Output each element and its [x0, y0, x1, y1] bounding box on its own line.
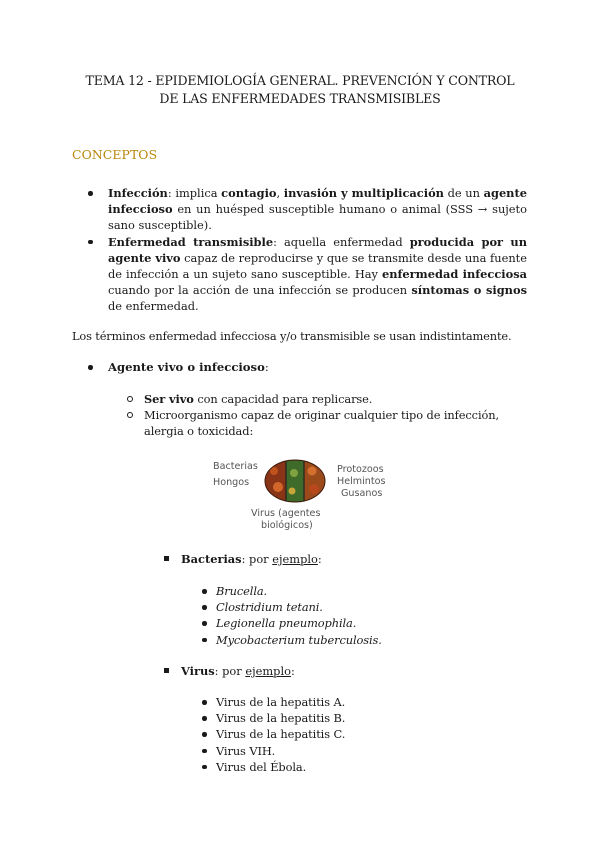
text-fragment: de enfermedad. [108, 299, 199, 314]
bullet-icon [202, 700, 207, 705]
biological-agents-diagram [205, 455, 405, 535]
bullet-icon [202, 749, 207, 754]
text-fragment: de un [443, 186, 484, 200]
diagram-label-hongos: Hongos [213, 477, 250, 488]
agente-sublist [144, 391, 524, 439]
text-fragment: capaz de reproducirse y que se transmite desde una fuente de infección a un sujeto sano susceptible. Hay [108, 250, 527, 282]
agente-heading-label: Agente vivo o infeccioso [108, 360, 265, 374]
circle-bullet-icon [127, 396, 133, 402]
bold-fragment: contagio [221, 186, 277, 200]
list-item [216, 743, 516, 759]
list-item-text: Virus de la hepatitis A. [216, 695, 346, 709]
bullet-icon [202, 589, 207, 594]
list-item-text: Virus del Ébola. [216, 759, 307, 774]
microorganisms-icon [264, 459, 326, 503]
definition-infeccion [108, 185, 527, 234]
list-item [216, 599, 516, 615]
diagram-label-gusanos: Gusanos [341, 488, 383, 499]
bacterias-heading [181, 551, 322, 567]
list-item [216, 726, 516, 742]
section-heading: CONCEPTOS [72, 147, 158, 162]
bullet-icon [202, 638, 207, 643]
text-fragment: , [276, 186, 284, 200]
list-item-text: Brucella. [216, 584, 268, 598]
virus-label: Virus [181, 664, 215, 678]
definitions-list [108, 185, 527, 315]
agente-item-microorganismo [144, 407, 524, 439]
list-item [216, 583, 516, 599]
text-fragment: : [290, 664, 295, 678]
virus-heading [181, 663, 295, 679]
document-title [60, 72, 540, 108]
list-item-text: Clostridium tetani. [216, 600, 323, 615]
bold-fragment: síntomas o signos [411, 283, 527, 298]
text-fragment: : por [241, 552, 273, 566]
bold-fragment: producida por un agente vivo [108, 234, 527, 265]
agente-item-ser-vivo [144, 391, 524, 407]
square-bullet-icon [164, 668, 169, 673]
text-fragment: : [317, 552, 322, 566]
text-fragment: : [264, 360, 269, 374]
diagram-label-bacterias: Bacterias [213, 461, 258, 472]
list-item-text: Virus de la hepatitis C. [216, 727, 346, 742]
bold-fragment: invasión y multiplicación [283, 186, 444, 200]
title-line-2: DE LAS ENFERMEDADES TRANSMISIBLES [159, 91, 441, 106]
list-item [216, 759, 516, 775]
terms-paragraph: Los términos enfermedad infecciosa y/o transmisible se usan indistintamente. [72, 329, 512, 343]
diagram-label-virus: Virus (agentes [251, 508, 321, 519]
bullet-icon [88, 240, 93, 245]
diagram-label-biologicos: biológicos) [261, 520, 313, 531]
text-fragment: en un huésped susceptible humano o animal (SSS → sujeto sano susceptible). [108, 202, 527, 233]
square-bullet-icon [164, 556, 169, 561]
text-fragment: con capacidad para replicarse. [193, 392, 373, 406]
definition-transmisible [108, 234, 527, 315]
list-item-text: Virus VIH. [216, 743, 276, 758]
list-item-text: Virus de la hepatitis B. [216, 711, 346, 726]
list-item [216, 694, 516, 710]
term-infeccion: Infección [108, 186, 168, 200]
title-line-1: TEMA 12 - EPIDEMIOLOGÍA GENERAL. PREVENCIÓN Y CONTROL [85, 73, 515, 88]
bullet-icon [202, 716, 207, 721]
bullet-icon [202, 605, 207, 610]
text-fragment: : por [214, 664, 246, 678]
list-item [216, 710, 516, 726]
bold-fragment: Ser vivo [144, 392, 194, 406]
list-item-text: Legionella pneumophila. [216, 616, 357, 631]
bullet-icon [88, 365, 93, 370]
virus-list [216, 694, 516, 775]
bullet-icon [202, 621, 207, 626]
bacterias-list [216, 583, 516, 648]
bullet-icon [88, 191, 93, 196]
underlined-fragment: ejemplo [245, 664, 291, 678]
diagram-label-protozoos: Protozoos [337, 464, 384, 475]
diagram-label-helmintos: Helmintos [337, 476, 386, 487]
bullet-icon [202, 732, 207, 737]
bold-fragment: enfermedad infecciosa [382, 267, 527, 282]
bold-fragment: agente infeccioso [108, 186, 527, 217]
list-item [216, 632, 516, 648]
agente-heading [108, 359, 269, 375]
bacterias-label: Bacterias [181, 552, 242, 566]
text-fragment: : implica [167, 186, 222, 200]
bullet-icon [202, 765, 207, 770]
circle-bullet-icon [127, 412, 133, 418]
text-fragment: cuando por la acción de una infección se producen [108, 283, 412, 298]
underlined-fragment: ejemplo [272, 552, 318, 566]
list-item [216, 615, 516, 631]
term-transmisible: Enfermedad transmisible [108, 234, 274, 249]
text-fragment: Microorganismo capaz de originar cualquier tipo de infección, alergia o toxicidad: [144, 408, 500, 438]
list-item-text: Mycobacterium tuberculosis. [216, 632, 382, 647]
text-fragment: : aquella enfermedad [273, 234, 410, 249]
